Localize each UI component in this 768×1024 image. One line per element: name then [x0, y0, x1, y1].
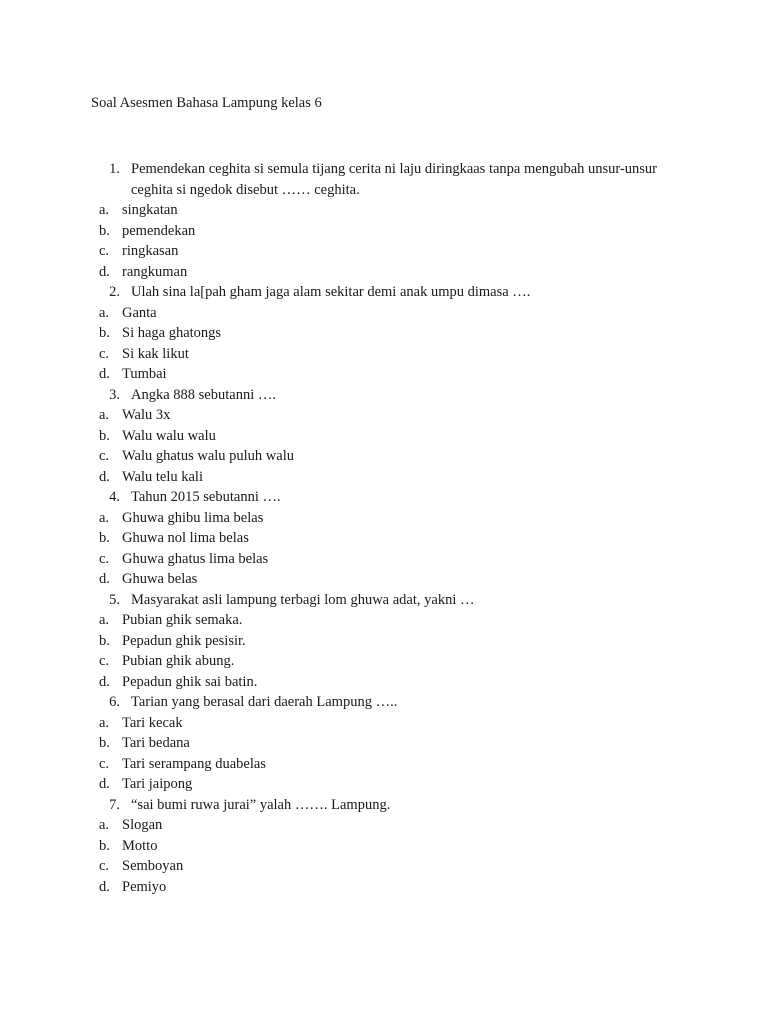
option-text: Tumbai: [122, 366, 167, 382]
option-text: Motto: [122, 837, 158, 854]
option-3c: [0, 446, 768, 467]
question-7: [0, 795, 768, 816]
question-number: 1.: [109, 161, 120, 177]
question-number: 7.: [109, 796, 120, 813]
option-6c: [0, 754, 768, 775]
option-2a: [0, 303, 768, 324]
option-text: ringkasan: [122, 243, 179, 259]
option-text: Ghuwa ghatus lima belas: [122, 550, 269, 567]
option-text: Walu telu kali: [122, 468, 203, 485]
option-5d: [0, 672, 768, 693]
option-text: Tari jaipong: [122, 776, 193, 792]
option-text: Pubian ghik abung.: [122, 653, 235, 669]
question-2: [0, 282, 768, 303]
option-letter: b.: [99, 632, 110, 649]
option-text: Ghuwa nol lima belas: [122, 530, 249, 546]
question-text: Tarian yang berasal dari daerah Lampung …..: [131, 694, 398, 710]
question-4: [0, 487, 768, 508]
option-5c: [0, 651, 768, 672]
option-1b: [0, 221, 768, 242]
document-title: Soal Asesmen Bahasa Lampung kelas 6: [91, 95, 322, 111]
option-letter: d.: [99, 571, 110, 587]
question-text: Masyarakat asli lampung terbagi lom ghuwa adat, yakni …: [131, 591, 475, 608]
question-text: Tahun 2015 sebutanni ….: [131, 489, 281, 505]
option-text: Tari kecak: [122, 714, 183, 731]
option-letter: a.: [99, 509, 110, 526]
option-3b: [0, 426, 768, 447]
question-number: 5.: [109, 591, 120, 608]
option-text: singkatan: [122, 202, 178, 218]
question-number: 2.: [109, 284, 120, 300]
option-4c: [0, 549, 768, 570]
option-2c: [0, 344, 768, 365]
option-text: Si kak likut: [122, 345, 189, 362]
option-letter: b.: [99, 222, 110, 239]
option-text: Ganta: [122, 304, 157, 321]
option-4d: [0, 569, 768, 590]
question-number: 6.: [109, 694, 120, 710]
option-1a: [0, 200, 768, 221]
option-letter: d.: [99, 366, 110, 382]
question-5: [0, 590, 768, 611]
option-letter: c.: [99, 345, 110, 362]
option-6b: [0, 733, 768, 754]
option-text: Tari serampang duabelas: [122, 755, 266, 772]
option-text: Walu ghatus walu puluh walu: [122, 448, 294, 464]
option-letter: c.: [99, 448, 110, 464]
option-letter: a.: [99, 407, 110, 423]
option-text: Walu walu walu: [122, 427, 216, 444]
option-letter: d.: [99, 468, 110, 485]
option-5b: [0, 631, 768, 652]
option-6d: [0, 774, 768, 795]
option-letter: d.: [99, 673, 110, 690]
option-letter: c.: [99, 243, 110, 259]
option-letter: c.: [99, 858, 110, 874]
question-1: [0, 159, 768, 200]
option-letter: a.: [99, 817, 110, 833]
question-number: 4.: [109, 489, 120, 505]
option-letter: b.: [99, 427, 110, 444]
option-letter: a.: [99, 202, 110, 218]
option-letter: b.: [99, 325, 110, 341]
option-text: Slogan: [122, 817, 163, 833]
option-text: Pepadun ghik sai batin.: [122, 673, 258, 690]
question-text: Angka 888 sebutanni ….: [131, 386, 276, 403]
option-7c: [0, 856, 768, 877]
option-letter: b.: [99, 837, 110, 854]
question-number: 3.: [109, 386, 120, 403]
question-text: Ulah sina la[pah gham jaga alam sekitar demi anak umpu dimasa ….: [131, 284, 531, 300]
option-7d: [0, 877, 768, 898]
option-1c: [0, 241, 768, 262]
option-letter: a.: [99, 612, 110, 628]
option-letter: d.: [99, 878, 110, 895]
option-text: Ghuwa belas: [122, 571, 198, 587]
option-4a: [0, 508, 768, 529]
option-text: pemendekan: [122, 222, 196, 239]
option-7a: [0, 815, 768, 836]
option-7b: [0, 836, 768, 857]
option-text: Ghuwa ghibu lima belas: [122, 509, 264, 526]
option-3a: [0, 405, 768, 426]
option-letter: b.: [99, 530, 110, 546]
option-2b: [0, 323, 768, 344]
option-5a: [0, 610, 768, 631]
option-text: Semboyan: [122, 858, 184, 874]
question-3: [0, 385, 768, 406]
question-6: [0, 692, 768, 713]
option-text: Walu 3x: [122, 407, 171, 423]
option-text: Si haga ghatongs: [122, 325, 222, 341]
option-3d: [0, 467, 768, 488]
option-text: Pubian ghik semaka.: [122, 612, 243, 628]
option-letter: a.: [99, 714, 110, 731]
option-letter: c.: [99, 550, 110, 567]
option-letter: b.: [99, 735, 110, 751]
option-letter: d.: [99, 263, 110, 280]
option-letter: c.: [99, 755, 110, 772]
option-text: Tari bedana: [122, 735, 190, 751]
question-text: “sai bumi ruwa jurai” yalah ……. Lampung.: [131, 796, 391, 813]
option-1d: [0, 262, 768, 283]
option-text: Pemiyo: [122, 878, 167, 895]
option-letter: a.: [99, 304, 110, 321]
question-list: [0, 159, 768, 897]
option-text: Pepadun ghik pesisir.: [122, 632, 246, 649]
option-letter: c.: [99, 653, 110, 669]
question-text: Pemendekan ceghita si semula tijang cerita ni laju diringkaas tanpa mengubah unsur-unsur ceghita si ngedok disebut …… ceghita.: [131, 161, 657, 198]
option-6a: [0, 713, 768, 734]
option-2d: [0, 364, 768, 385]
option-text: rangkuman: [122, 263, 188, 280]
option-4b: [0, 528, 768, 549]
option-letter: d.: [99, 776, 110, 792]
